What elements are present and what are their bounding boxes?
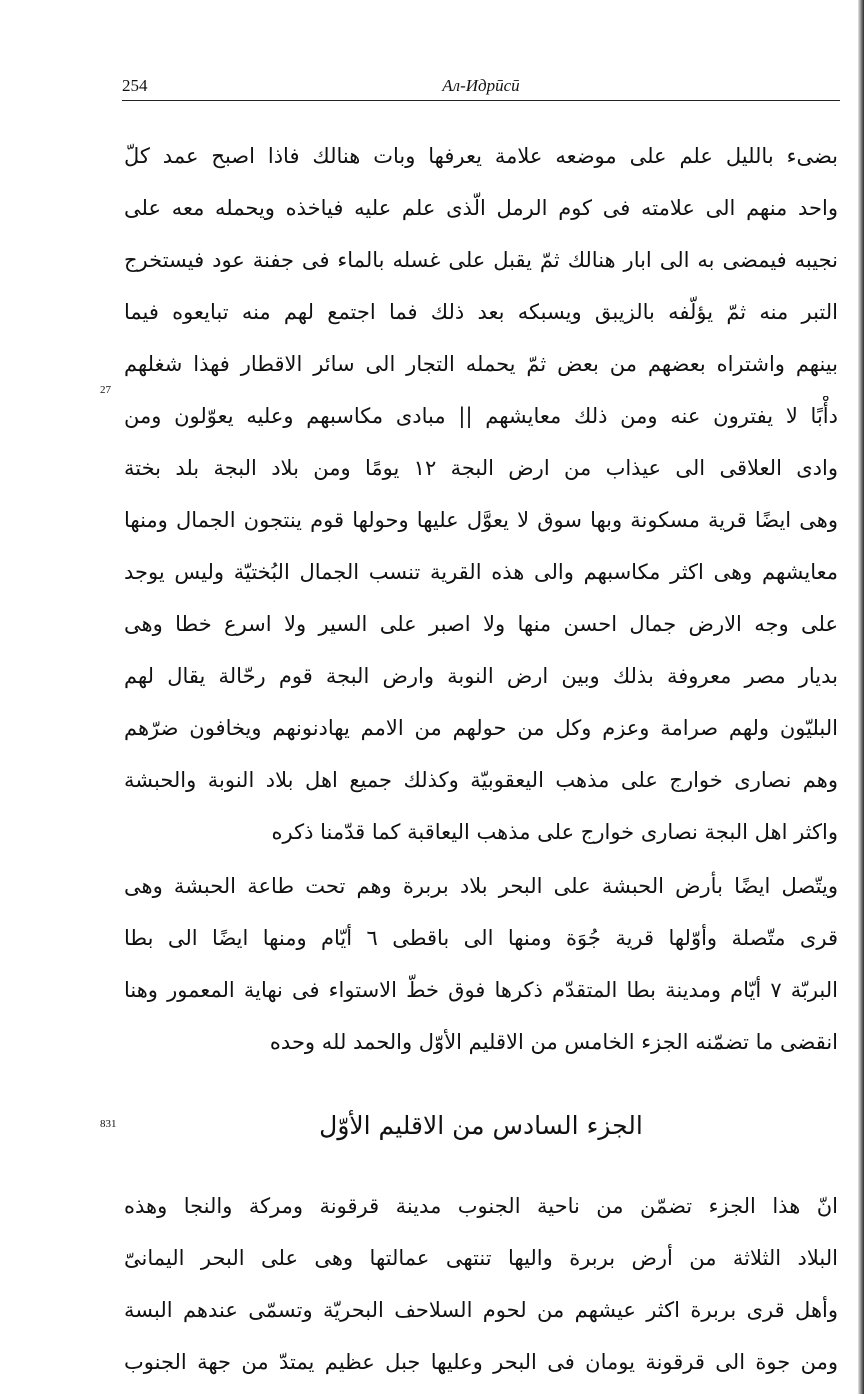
- text-line: ويتّصل ايضًا بأرض الحبشة على البحر بلاد بربرة وهم تحت طاعة الحبشة وهى: [124, 874, 838, 898]
- text-line: وادى العلاقى الى عيذاب من ارض البجة ١٢ يومًا ومن بلاد البجة بلد بختة: [124, 456, 838, 480]
- text-line: ومن جوة الى قرقونة يومان فى البحر وعليها جبل عظيم يمتدّ من جهة الجنوب: [124, 1350, 838, 1374]
- text-line: البليّون ولهم صرامة وعزم وكل من حولهم من الامم يهادنونهم ويخافون ضرّهم: [124, 716, 838, 740]
- margin-line-number: 27: [100, 384, 111, 396]
- margin-line-number: 831: [100, 1118, 117, 1130]
- text-line: واحد منهم الى علامته فى كوم الرمل الّذى علم عليه فياخذه ويحمله معه على: [124, 196, 838, 220]
- text-line: على وجه الارض جمال احسن منها ولا اصبر على السير ولا اسرع خطا وهى: [124, 612, 838, 636]
- text-line: قرى متّصلة وأوّلها قرية جُوَة ومنها الى باقطى ٦ أيّام ومنها ايضًا الى بطا: [124, 926, 838, 950]
- text-line: التبر منه ثمّ يؤلّفه بالزيبق ويسبكه بعد ذلك فما اجتمع لهم منه تبايعوه فيما: [124, 300, 838, 324]
- page-number: 254: [122, 76, 148, 95]
- header-rule: [122, 100, 840, 101]
- text-line: انّ هذا الجزء تضمّن من ناحية الجنوب مدينة قرقونة ومركة والنجا وهذه: [124, 1194, 838, 1218]
- section-heading: الجزء السادس من الاقليم الأوّل: [319, 1111, 643, 1140]
- text-line: وهى ايضًا قرية مسكونة وبها سوق لا يعوَّل عليها وحولها قوم ينتجون الجمال ومنها: [124, 508, 838, 532]
- running-header: [122, 74, 840, 100]
- text-line: وأهل قرى بربرة اكثر عيشهم من لحوم السلاحف البحريّة وتسمّى عندهم البسة: [124, 1298, 838, 1322]
- text-line: بديار مصر معروفة بذلك وبين ارض النوبة وارض البجة قوم رحّالة يقال لهم: [124, 664, 838, 688]
- text-line: انقضى ما تضمّنه الجزء الخامس من الاقليم الأوّل والحمد لله وحده: [269, 1030, 838, 1054]
- running-title: Ал-Идрӣсӣ: [442, 76, 520, 95]
- text-line: معايشهم وهى اكثر مكاسبهم والى هذه القرية تنسب الجمال البُختيّة وليس يوجد: [124, 560, 838, 584]
- text-line: بينهم واشتراه بعضهم من بعض ثمّ يحمله التجار الى سائر الاقطار فهذا شغلهم: [124, 352, 838, 376]
- text-line: واكثر اهل البجة نصارى خوارج على مذهب اليعاقبة كما قدّمنا ذكره: [271, 820, 838, 844]
- text-line: دأْبًا لا يفترون عنه ومن ذلك معايشهم || مبادى مكاسبهم وعليه يعوّلون ومن: [124, 404, 838, 428]
- text-line: وهم نصارى خوارج على مذهب اليعقوبيّة وكذلك جميع اهل بلاد النوبة والحبشة: [124, 768, 838, 792]
- text-line: بضىء بالليل علم على موضعه علامة يعرفها وبات هنالك فاذا اصبح عمد كلّ: [124, 144, 838, 168]
- text-line: نجيبه فيمضى به الى ابار هنالك ثمّ يقبل على غسله بالماء فى جفنة عود فيستخرج: [124, 248, 838, 272]
- page-edge-shadow: [858, 0, 864, 1394]
- text-line: البلاد الثلاثة من أرض بربرة واليها تنتهى عمالتها وهى على البحر اليمانىّ: [124, 1246, 838, 1270]
- text-line: البربّة ٧ أيّام ومدينة بطا المتقدّم ذكرها فوق خطّ الاستواء فى نهاية المعمور وهنا: [124, 978, 838, 1002]
